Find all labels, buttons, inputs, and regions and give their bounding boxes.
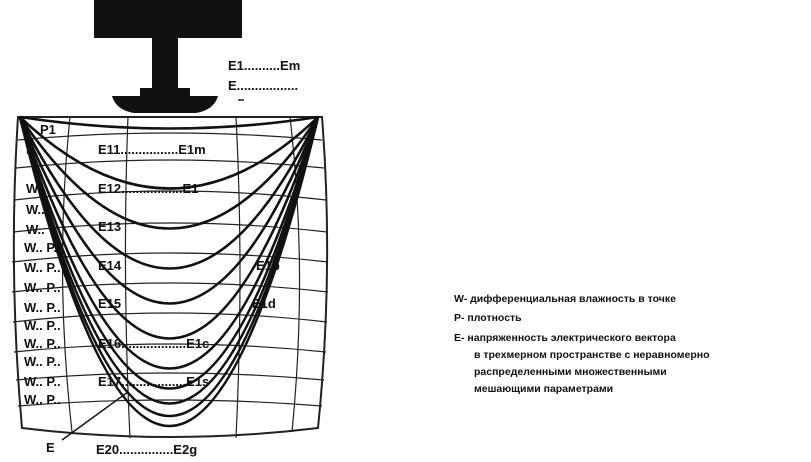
row-label: W.. P.. — [24, 392, 61, 407]
row-label: W.. P.. — [24, 300, 61, 315]
inner-label: E12.................E1 — [98, 181, 199, 196]
inner-label: E16..................E1c — [98, 336, 210, 351]
press-stem — [152, 38, 178, 90]
row-label: W.. P.. — [24, 260, 61, 275]
e-pointer-line — [62, 392, 128, 440]
top-label-e: E................. — [228, 78, 299, 93]
inner-label: E17..................E1s — [98, 374, 210, 389]
legend-e-cont-2: распределенными множественными — [474, 366, 667, 378]
press-foot — [112, 96, 218, 113]
row-label: W.. P.. — [24, 318, 61, 333]
row-label: W.. P.. — [24, 374, 61, 389]
inner-label: E13 — [98, 219, 122, 234]
row-label: P.. — [26, 142, 41, 157]
inner-label: E1b — [256, 258, 280, 273]
row-label: W.. P.. — [24, 354, 61, 369]
row-label: W.. — [26, 181, 45, 196]
legend-e: E- напряженность электрического вектора — [454, 332, 676, 344]
legend-p: P- плотность — [454, 312, 522, 324]
inner-label: E1d — [252, 296, 276, 311]
legend — [454, 293, 710, 395]
inner-label: E11................E1m — [98, 142, 206, 157]
row-label: W.. P.. — [24, 280, 61, 295]
inner-label: E14 — [98, 258, 122, 273]
row-label: W.. P.. — [24, 240, 61, 255]
bottom-row-label: E20...............E2g — [96, 442, 198, 457]
press-collar — [140, 88, 190, 97]
pointer-label-e: E — [46, 440, 55, 455]
press-plate — [94, 0, 242, 38]
row-label: W.. P.. — [24, 336, 61, 351]
row-label: W.. — [26, 222, 45, 237]
row-label: W.. — [26, 202, 45, 217]
top-label-em: E1..........Em — [228, 58, 301, 73]
row-label: P1 — [40, 122, 56, 137]
inner-label: E15 — [98, 296, 122, 311]
legend-e-cont-3: мешающими параметрами — [474, 383, 614, 395]
legend-w: W- дифференциальная влажность в точке — [454, 293, 676, 305]
legend-e-cont-1: в трехмерном пространстве с неравномерно — [474, 349, 710, 361]
